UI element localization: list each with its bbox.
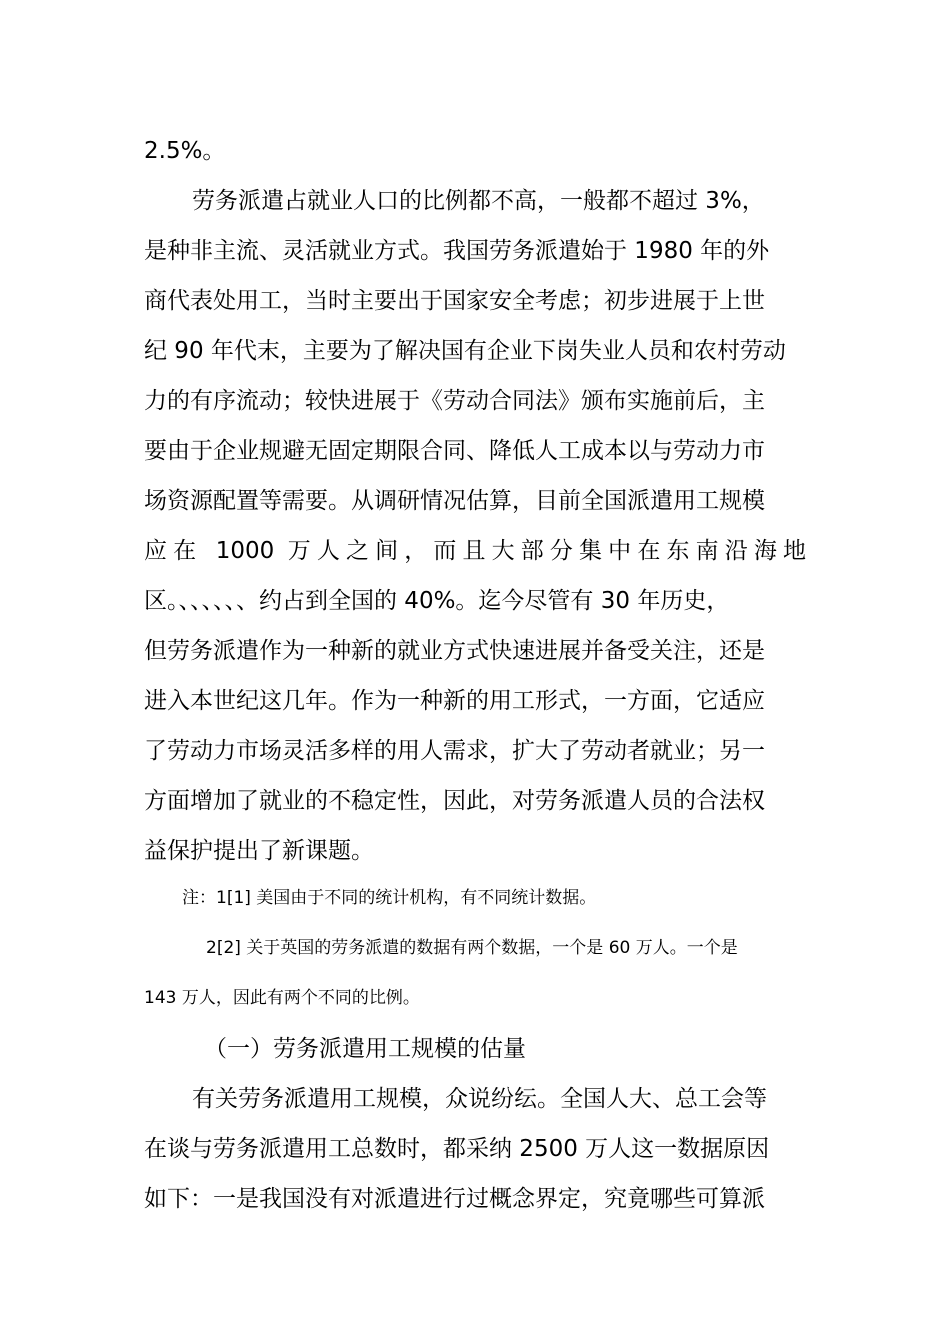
footnote-1: 注：1[1] 美国由于不同的统计机构，有不同统计数据。 <box>182 888 597 908</box>
paragraph-line: 要由于企业规避无固定期限合同、降低人工成本以与劳动力市 <box>144 438 765 464</box>
paragraph-line: 纪 90 年代末，主要为了解决国有企业下岗失业人员和农村劳动 <box>144 338 786 364</box>
paragraph-line: 力的有序流动；较快进展于《劳动合同法》颁布实施前后，主 <box>144 388 765 414</box>
paragraph-line: 应在 1000 万人之间，而且大部分集中在东南沿海地 <box>144 538 806 564</box>
section-heading: （一）劳务派遣用工规模的估量 <box>204 1036 526 1062</box>
section-paragraph-line: 有关劳务派遣用工规模，众说纷纭。全国人大、总工会等 <box>192 1086 767 1112</box>
paragraph-line: 是种非主流、灵活就业方式。我国劳务派遣始于 1980 年的外 <box>144 238 770 264</box>
paragraph-line: 但劳务派遣作为一种新的就业方式快速进展并备受关注，还是 <box>144 638 765 664</box>
paragraph-line: 益保护提出了新课题。 <box>144 838 374 864</box>
paragraph-line: 劳务派遣占就业人口的比例都不高，一般都不超过 3%， <box>192 188 765 214</box>
paragraph-line: 了劳动力市场灵活多样的用人需求，扩大了劳动者就业；另一 <box>144 738 765 764</box>
footnote-2-continued: 143 万人，因此有两个不同的比例。 <box>144 988 420 1008</box>
paragraph-line: 区。、、、、、、约占到全国的 40%。迄今尽管有 30 年历史， <box>144 588 730 614</box>
paragraph-line: 方面增加了就业的不稳定性，因此，对劳务派遣人员的合法权 <box>144 788 765 814</box>
section-paragraph-line: 如下：一是我国没有对派遣进行过概念界定，究竟哪些可算派 <box>144 1186 765 1212</box>
footnote-2: 2[2] 关于英国的劳务派遣的数据有两个数据，一个是 60 万人。一个是 <box>206 938 738 958</box>
paragraph-line: 2.5%。 <box>144 138 226 164</box>
paragraph-line: 场资源配置等需要。从调研情况估算，目前全国派遣用工规模 <box>144 488 765 514</box>
paragraph-line: 进入本世纪这几年。作为一种新的用工形式，一方面，它适应 <box>144 688 765 714</box>
paragraph-line: 商代表处用工，当时主要出于国家安全考虑；初步进展于上世 <box>144 288 765 314</box>
section-paragraph-line: 在谈与劳务派遣用工总数时，都采纳 2500 万人这一数据原因 <box>144 1136 770 1162</box>
